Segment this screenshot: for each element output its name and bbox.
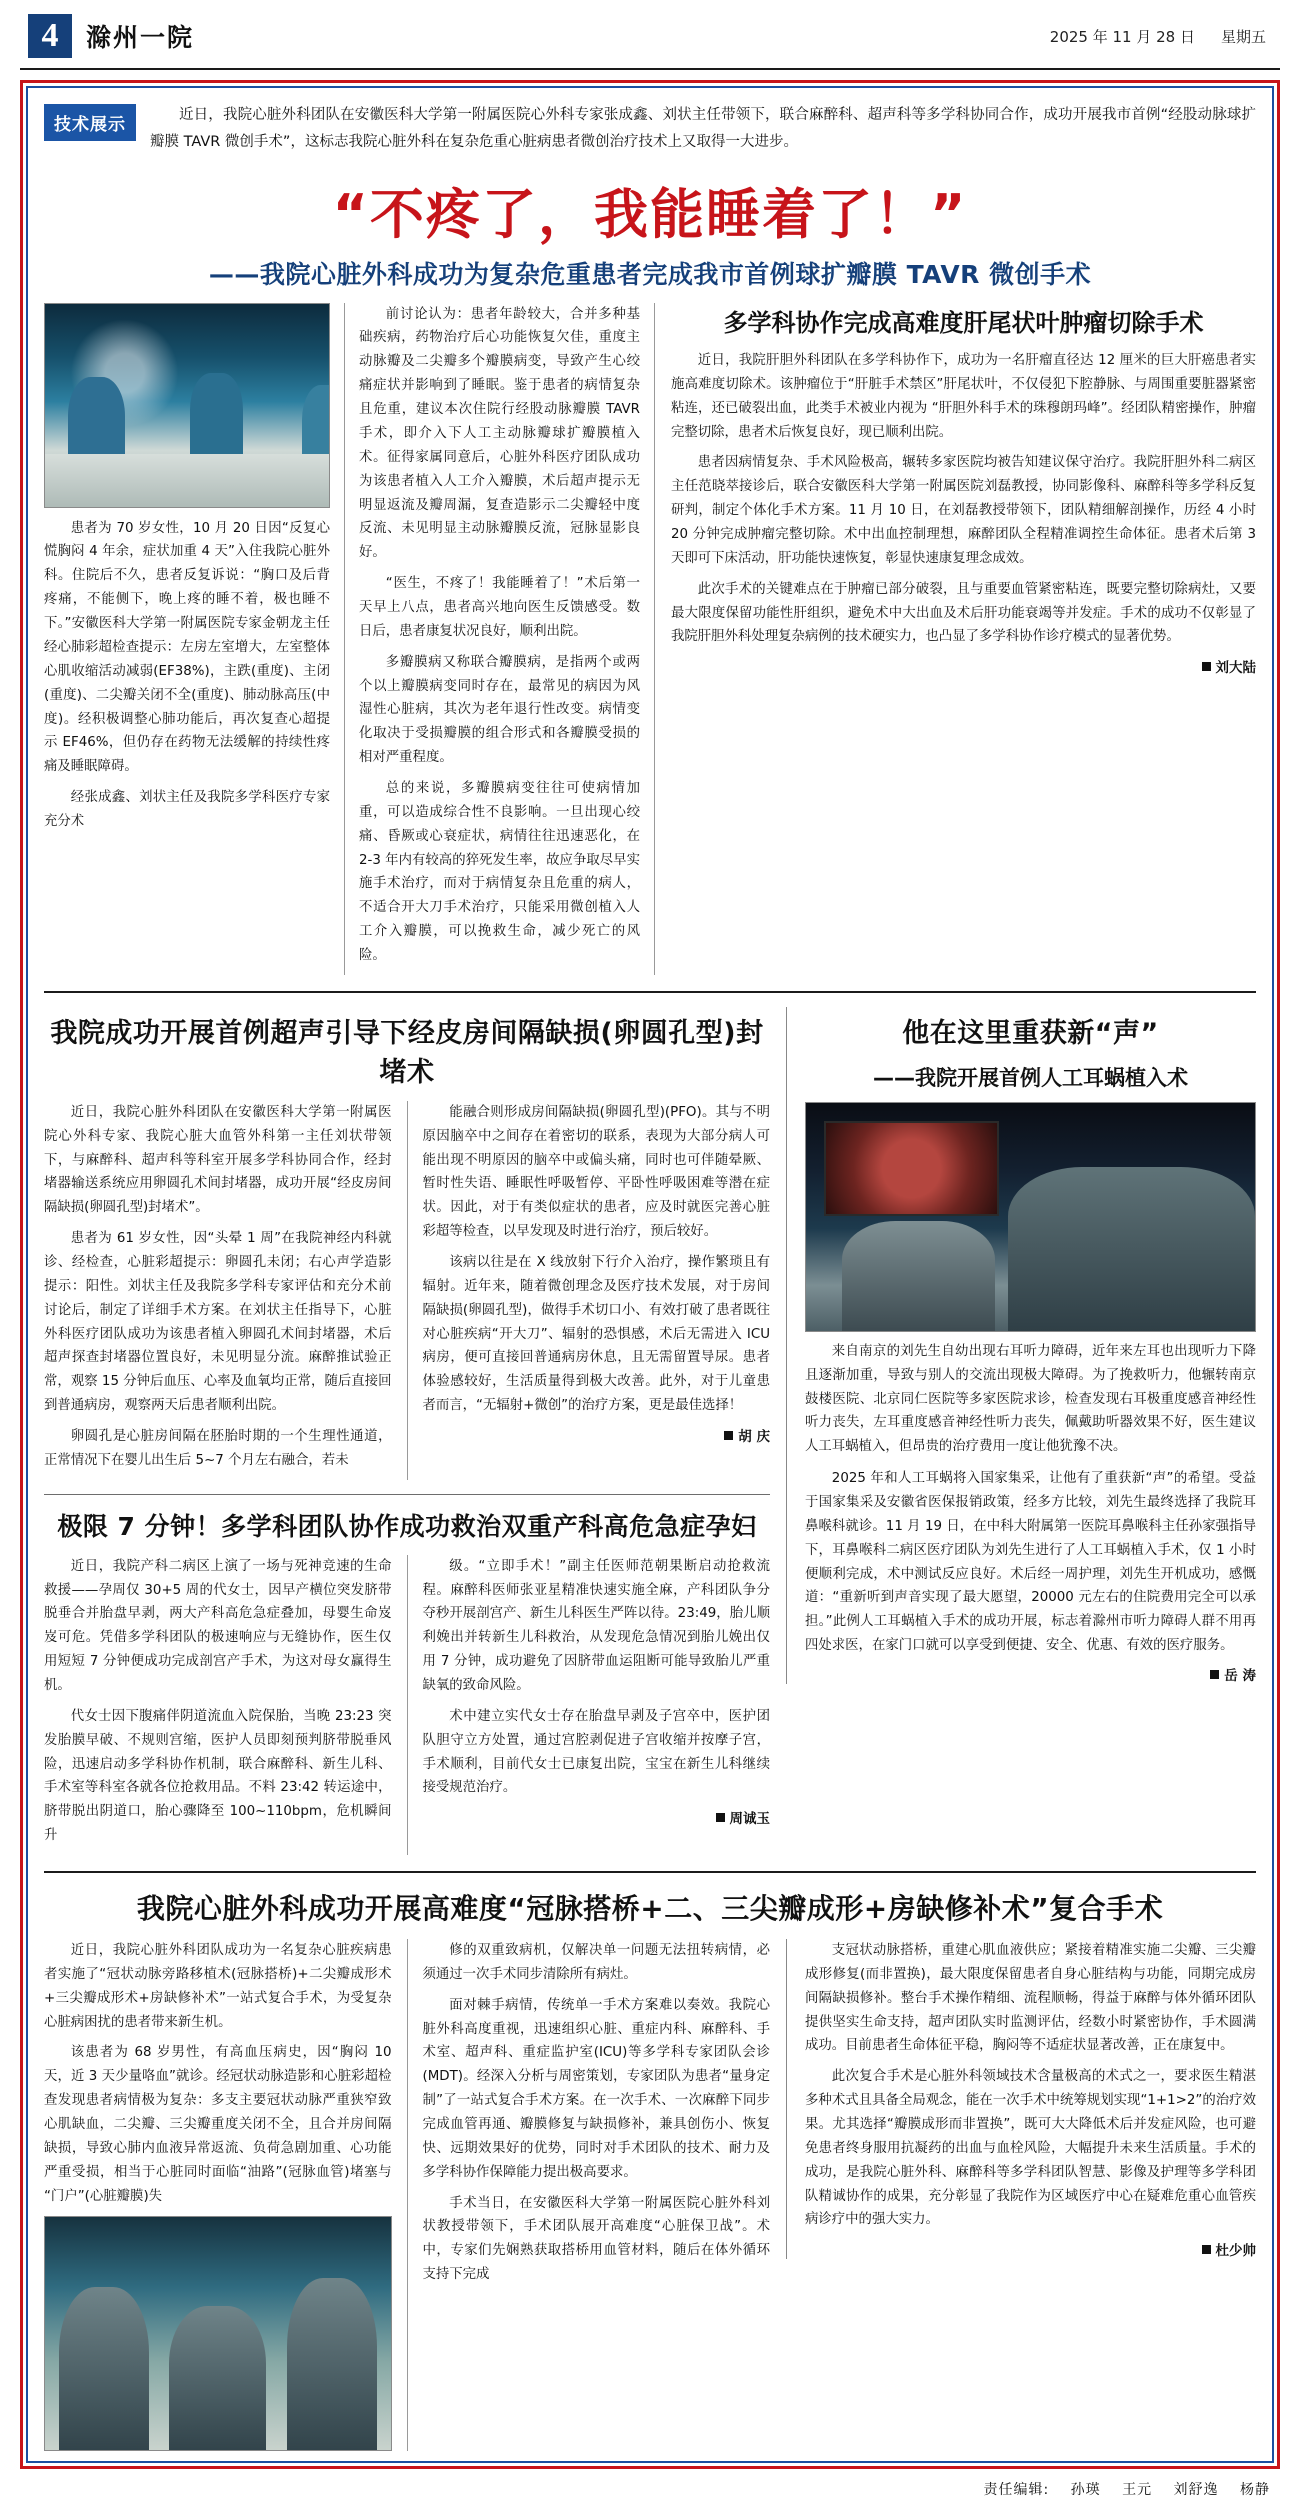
main-subheadline: ——我院心脏外科成功为复杂危重患者完成我市首例球扩瓣膜 TAVR 微创手术 xyxy=(208,259,1092,289)
surgeon-figure xyxy=(169,2306,266,2450)
byline-marker-icon xyxy=(1202,2245,1211,2254)
section-tag: 技术展示 xyxy=(44,104,136,141)
story-paragraph: 该患者为 68 岁男性，有高血压病史，因“胸闷 10 天，近 3 天少量咯血”就诊。经冠状动脉造影和心脏彩超检查发现患者病情极为复杂：多支主要冠状动脉严重狭窄致心肌缺血，二尖瓣、三尖瓣重度关闭不全，且合并房间隔缺损，导致心肺内血液异常返流、负荷急剧加重、心功能严重受损，相当于心脏同时面临“油路”(冠脉血管)堵塞与“门户”(心脏瓣膜)失 xyxy=(44,2045,392,2204)
byline-name: 周诚玉 xyxy=(729,1811,770,1828)
byline-name: 杜少帅 xyxy=(1215,2243,1256,2260)
article-title: 我院成功开展首例超声引导下经皮房间隔缺损(卵圆孔型)封堵术 xyxy=(50,1017,764,1088)
story-paragraph: 近日，我院产科二病区上演了一场与死神竞速的生命救援——孕周仅 30+5 周的代女士，因早产横位突发脐带脱垂合并胎盘早剥，两大产科高危急症叠加，母婴生命岌岌可危。凭借多学科团队的极速响应与无缝协作，医生仅用短短 7 分钟便成功完成剖宫产手术，为这对母女赢得生机。 xyxy=(44,1558,392,1694)
section-divider xyxy=(44,991,1256,993)
surgeon-figure xyxy=(287,2278,377,2450)
story-paragraph: 支冠状动脉搭桥，重建心肌血液供应；紧接着精准实施二尖瓣、三尖瓣成形修复(而非置换)，最大限度保留患者自身心脏结构与功能，同期完成房间隔缺损修补。整台手术操作精细、流程顺畅，得益于麻醉与体外循环团队提供坚实生命支持，超声团队实时监测评估，经数小时紧密协作，手术圆满成功。目前患者生命体征平稳，胸闷等不适症状显著改善，正在康复中。 xyxy=(805,1943,1256,2054)
story-paragraph: 修的双重致病机，仅解决单一问题无法扭转病情，必须通过一次手术同步清除所有病灶。 xyxy=(422,1943,770,1982)
footer-editor: 孙瑛 xyxy=(1070,2482,1101,2499)
byline-marker-icon xyxy=(716,1813,725,1822)
article-obstetric-emergency xyxy=(44,1507,770,1855)
byline-marker-icon xyxy=(1210,1670,1219,1679)
article-title: 我院心脏外科成功开展高难度“冠脉搭桥+二、三尖瓣成形+房缺修补术”复合手术 xyxy=(136,1892,1164,1926)
top-three-column-block xyxy=(44,303,1256,975)
story-paragraph: 多瓣膜病又称联合瓣膜病，是指两个或两个以上瓣膜病变同时存在，最常见的病因为风湿性心脏病，其次为老年退行性改变。病情变化取决于受损瓣膜的组合形式和各瓣膜受损的相对严重程度。 xyxy=(359,654,640,766)
surgical-staff-right xyxy=(1008,1167,1255,1331)
story-paragraph: “医生，不疼了！我能睡着了！”术后第一天早上八点，患者高兴地向医生反馈感受。数日后，患者康复状况良好，顺利出院。 xyxy=(359,576,640,639)
content-frame xyxy=(20,80,1280,2469)
footer-editor: 王元 xyxy=(1122,2482,1153,2499)
bottom-left-columns xyxy=(44,1939,786,2451)
article-byline xyxy=(423,1807,771,1827)
page-footer xyxy=(20,2469,1280,2513)
article-pfo-closure xyxy=(44,1007,786,1855)
cabg-surgery-photo xyxy=(44,2216,392,2451)
story-paragraph: 此次复合手术是心脏外科领域技术含量极高的术式之一，要求医生精湛多种术式且具备全局观念，能在一次手术中统筹规划实现“1+1>2”的治疗效果。尤其选择“瓣膜成形而非置换”，既可大大降低术后并发症风险，也可避免患者终身服用抗凝药的出血与血栓风险，大幅提升未来生活质量。手术的成功，是我院心脏外科、麻醉科等多学科团队智慧、影像及护理等多学科团队精诚协作的成果，充分彰显了我院作为区域医疗中心在疑难危重心血管疾病诊疗中的强大实力。 xyxy=(805,2069,1256,2228)
story-paragraph: 面对棘手病情，传统单一手术方案难以奏效。我院心脏外科高度重视，迅速组织心脏、重症内科、麻醉科、手术室、超声科、重症监护室(ICU)等多学科专家团队会诊(MDT)。经深入分析与周密策划，专家团队为患者“量身定制”了一站式复合手术方案。在一次手术、一次麻醉下同步完成血管再通、瓣膜修复与缺损修补，兼具创伤小、恢复快、远期效果好的优势，同时对手术团队的技术、耐力及多学科协作保障能力提出极高要求。 xyxy=(422,1997,770,2180)
middle-row xyxy=(44,1007,1256,1855)
photo-caption-text-2: 经张成鑫、刘状主任及我院多学科医疗专家充分术 xyxy=(44,790,330,829)
column-main-story xyxy=(344,303,654,975)
photo-caption-text: 患者为 70 岁女性，10 月 20 日因“反复心慌胸闷 4 年余，症状加重 4 天”入住我院心脏外科。住院后不久，患者反复诉说：“胸口及后背疼痛，不能侧下，晚上疼的睡不着，极也睡不下。”安徽医科大学第一附属医院专家金朝龙主任经心肺彩超检查提示：左房左室增大，左室整体心肌收缩活动减弱(EF38%)，主跌(重度)、主闭(重度)、二尖瓣关闭不全(重度)、肺动脉高压(中度)。经积极调整心肺功能后，再次复查心超提示 EF46%，但仍存在药物无法缓解的持续性疼痛及睡眠障碍。 xyxy=(44,520,330,775)
footer-label: 责任编辑: xyxy=(983,2482,1050,2499)
lead-paragraph: 近日，我院心脏外科团队在安徽医科大学第一附属医院心外科专家张成鑫、刘状主任带领下，联合麻醉科、超声科等多学科协同合作，成功开展我市首例“经股动脉球扩瓣膜 TAVR 微创手术”，这标志我院心脏外科在复杂危重心脏病患者微创治疗技术上又取得一大进步。 xyxy=(150,107,1256,150)
cochlear-implant-surgery-photo xyxy=(805,1102,1256,1332)
story-paragraph: 卵圆孔是心脏房间隔在胚胎时期的一个生理性通道，正常情况下在婴儿出生后 5~7 个月左右融合，若未 xyxy=(44,1429,392,1468)
article-title: 极限 7 分钟！多学科团队协作成功救治双重产科高危急症孕妇 xyxy=(57,1511,757,1541)
main-headline: “不疼了，我能睡着了！” xyxy=(332,182,968,246)
story-paragraph: 前讨论认为：患者年龄较大，合并多种基础疾病，药物治疗后心功能恢复欠佳，重度主动脉瓣及二尖瓣多个瓣膜病变，导致产生心绞痛症状并影响到了睡眠。鉴于患者的病情复杂且危重，建议本次住院行经股动脉瓣膜 TAVR 手术，即介入下人工主动脉瓣球扩瓣膜植入术。征得家属同意后，心脏外科医疗团队成功为该患者植入人工介入瓣膜，术后超声提示无明显返流及瓣周漏，复查造影示二尖瓣轻中度反流、未见明显主动脉瓣膜反流，冠脉显影良好。 xyxy=(359,306,640,561)
section-divider xyxy=(44,1871,1256,1873)
story-paragraph: 患者为 61 岁女性，因“头晕 1 周”在我院神经内科就诊、经检查，心脏彩超提示：卵圆孔未闭；右心声学造影提示：阳性。刘状主任及我院多学科专家评估和充分术前讨论后，制定了详细手术方案。在刘状主任指导下，心脏外科医疗团队成功为该患者植入卵圆孔术间封堵器，术后超声探查封堵器位置良好，未见明显分流。麻醉推试验正常，观察 15 分钟后血压、心率及血氧均正常，随后直接回到普通病房，观察两天后患者顺利出院。 xyxy=(44,1231,392,1414)
story-paragraph: 该病以往是在 X 线放射下行介入治疗，操作繁琐且有辐射。近年来，随着微创理念及医疗技术发展，对于房间隔缺损(卵圆孔型)，做得手术切口小、有效打破了患者既往对心脏疾病“开大刀”、辐射的恐惧感，术后无需进入 ICU 病房，便可直接回普通病房休息，且无需留置导尿。患者体验感较好，生活质量得到极大改善。此外，对于儿童患者而言，“无辐射+微创”的治疗方案，更是最佳选择！ xyxy=(422,1254,770,1414)
article-byline xyxy=(671,656,1256,676)
bottom-row xyxy=(44,1939,1256,2451)
paper-name: 滁州一院 xyxy=(86,23,195,52)
surgeon-figure xyxy=(59,2287,149,2450)
story-paragraph: 级。“立即手术！”副主任医师范朝果断启动抢救流程。麻醉科医师张亚星精准快速实施全麻，产科团队争分夺秒开展剖宫产、新生儿科医生严阵以待。23:49，胎儿顺利娩出并转新生儿科救治，从发现危急情况到胎儿娩出仅用 7 分钟，成功避免了因脐带血运阻断可能导致胎儿严重缺氧的致命风险。 xyxy=(422,1558,770,1694)
operating-room-photo xyxy=(44,303,330,508)
publication-weekday: 星期五 xyxy=(1220,27,1266,46)
article-subtitle: ——我院开展首例人工耳蜗植入术 xyxy=(873,1065,1188,1090)
article-liver-tumor xyxy=(654,303,1256,975)
content-frame-inner xyxy=(26,86,1274,2463)
story-paragraph: 代女士因下腹痛伴阴道流血入院保胎，当晚 23:23 突发胎膜早破、不规则宫缩，医护人员即刻预判脐带脱垂风险，迅速启动多学科协作机制，联合麻醉科、新生儿科、手术室等科室各就各位抢救用品。不料 23:42 转运途中，脐带脱出阴道口，胎心骤降至 100~110bpm，危机瞬间升 xyxy=(44,1708,392,1844)
article-composite-cardiac-surgery xyxy=(44,1887,1256,2451)
byline-marker-icon xyxy=(1202,662,1211,671)
page-number-badge: 4 xyxy=(28,14,72,58)
story-paragraph: 近日，我院心脏外科团队在安徽医科大学第一附属医院心外科专家、我院心脏大血管外科第一主任刘状带领下，与麻醉科、超声科等科室开展多学科协同合作，经封堵器输送系统应用卵圆孔术间封堵器，成功开展“经皮房间隔缺损(卵圆孔型)封堵术”。 xyxy=(44,1104,392,1216)
publication-date: 2025 年 11 月 28 日 xyxy=(1049,27,1195,46)
story-paragraph: 患者因病情复杂、手术风险极高，辗转多家医院均被告知建议保守治疗。我院肝胆外科二病区主任范晓萃接诊后，联合安徽医科大学第一附属医院刘磊教授，协同影像科、麻醉科等多学科反复研判，制定个体化手术方案。11 月 10 日，在刘磊教授带领下，团队精细解剖操作，历经 4 小时 20 分钟完成肿瘤完整切除。术中出血控制理想，麻醉团队全程精准调控生命体征。患者术后第 3 天即可下床活动，肝功能快速恢复，彰显快速康复理念成效。 xyxy=(671,455,1256,566)
footer-editor: 杨静 xyxy=(1240,2482,1270,2499)
article-title: 他在这里重获新“声” xyxy=(902,1017,1159,1049)
story-paragraph: 能融合则形成房间隔缺损(卵圆孔型)(PFO)。其与不明原因脑卒中之间存在着密切的联系，表现为大部分病人可能出现不明原因的脑卒中或偏头痛，同时也可伴随晕厥、暂时性失语、睡眠性呼吸暂停、平卧性呼吸困难等潜在症状。因此，对于有类似症状的患者，应及时就医完善心脏彩超等检查，以早发现及时进行治疗，预后较好。 xyxy=(422,1104,770,1240)
masthead xyxy=(20,0,1280,70)
byline-marker-icon xyxy=(724,1431,733,1440)
story-paragraph: 2025 年和人工耳蜗将入国家集采，让他有了重获新“声”的希望。受益于国家集采及安徽省医保报销政策，经多方比较，刘先生最终选择了我院耳鼻喉科就诊。11 月 19 日，在中科大附属第一医院耳鼻喉科主任孙家强指导下，耳鼻喉科二病区医疗团队为刘先生进行了人工耳蜗植入手术，仅 1 小时便顺利完成，术中测试反应良好。术后经一周护理，刘先生开机成功，感慨道：“重新听到声音实现了最大愿望，20000 元左右的住院费用完全可以承担。”此例人工耳蜗植入手术的成功开展，标志着滁州市听力障碍人群不用再四处求医，在家门口就可以享受到便捷、安全、优惠、有效的医疗服务。 xyxy=(805,1471,1256,1654)
article-byline xyxy=(805,2239,1256,2259)
byline-name: 岳 涛 xyxy=(1224,1668,1256,1684)
column-photo-caption xyxy=(44,303,344,975)
masthead-date-block xyxy=(1050,26,1272,47)
story-paragraph: 手术当日，在安徽医科大学第一附属医院心脏外科刘状教授带领下，手术团队展开高难度“心脏保卫战”。术中，专家们先娴熟获取搭桥用血管材料，随后在体外循环支持下完成 xyxy=(422,2195,770,2283)
endoscope-monitor-screen xyxy=(824,1121,999,1216)
section-divider xyxy=(44,1494,770,1495)
story-paragraph: 近日，我院心脏外科团队成功为一名复杂心脏疾病患者实施了“冠状动脉旁路移植术(冠脉搭桥)+二尖瓣成形术+三尖瓣成形术+房缺修补术”一站式复合手术，为受复杂心脏病困扰的患者带来新生机。 xyxy=(44,1943,392,2030)
story-paragraph: 术中建立实代女士存在胎盘早剥及子宫卒中，医护团队胆守立方处置，通过宫腔剥促进子宫收缩并按摩子宫，手术顺利，目前代女士已康复出院，宝宝在新生儿科继续接受规范治疗。 xyxy=(422,1708,770,1796)
story-paragraph: 来自南京的刘先生自幼出现右耳听力障碍，近年来左耳也出现听力下降且逐渐加重，导致与别人的交流出现极大障碍。为了挽救听力，他辗转南京鼓楼医院、北京同仁医院等多家医院求诊，检查发现右耳极重度感音神经性听力丧失，左耳重度感音神经性听力丧失，佩戴助听器效果不好，医生建议人工耳蜗植入，但昂贵的治疗费用一度让他犹豫不决。 xyxy=(805,1343,1256,1455)
article-title: 多学科协作完成高难度肝尾状叶肿瘤切除手术 xyxy=(723,308,1204,337)
story-paragraph: 此次手术的关键难点在于肿瘤已部分破裂，且与重要血管紧密粘连，既要完整切除病灶，又要最大限度保留功能性肝组织，避免术中大出血及术后肝功能衰竭等并发症。手术的成功不仅彰显了我院肝胆外科处理复杂病例的技术硬实力，也凸显了多学科协作诊疗模式的显著优势。 xyxy=(671,581,1256,645)
bottom-right-column xyxy=(786,1939,1256,2259)
article-byline xyxy=(423,1425,771,1445)
article-cochlear-implant xyxy=(786,1007,1256,1684)
surgical-staff-left xyxy=(842,1221,995,1330)
lead-block xyxy=(44,102,1256,156)
article-byline xyxy=(805,1664,1256,1684)
footer-editor: 刘舒逸 xyxy=(1173,2482,1219,2499)
story-paragraph: 近日，我院肝胆外科团队在多学科协作下，成功为一名肝瘤直径达 12 厘米的巨大肝癌患者实施高难度切除术。该肿瘤位于“肝脏手术禁区”肝尾状叶，不仅侵犯下腔静脉、与周围重要脏器紧密粘连，还已破裂出血，此类手术被业内视为 “肝胆外科手术的珠穆朗玛峰”。经团队精密操作，肿瘤完整切除，患者术后恢复良好，现已顺利出院。 xyxy=(671,353,1256,440)
story-paragraph: 总的来说，多瓣膜病变往往可使病情加重，可以造成综合性不良影响。一旦出现心绞痛、昏厥或心衰症状，病情往往迅速恶化，在 2-3 年内有较高的猝死发生率，故应争取尽早实施手术治疗，而对于病情复杂且危重的病人，不适合开大刀手术治疗，只能采用微创植入人工介入瓣膜，可以挽救生命，减少死亡的风险。 xyxy=(359,780,640,963)
byline-name: 胡 庆 xyxy=(738,1429,770,1445)
byline-name: 刘大陆 xyxy=(1215,660,1256,677)
